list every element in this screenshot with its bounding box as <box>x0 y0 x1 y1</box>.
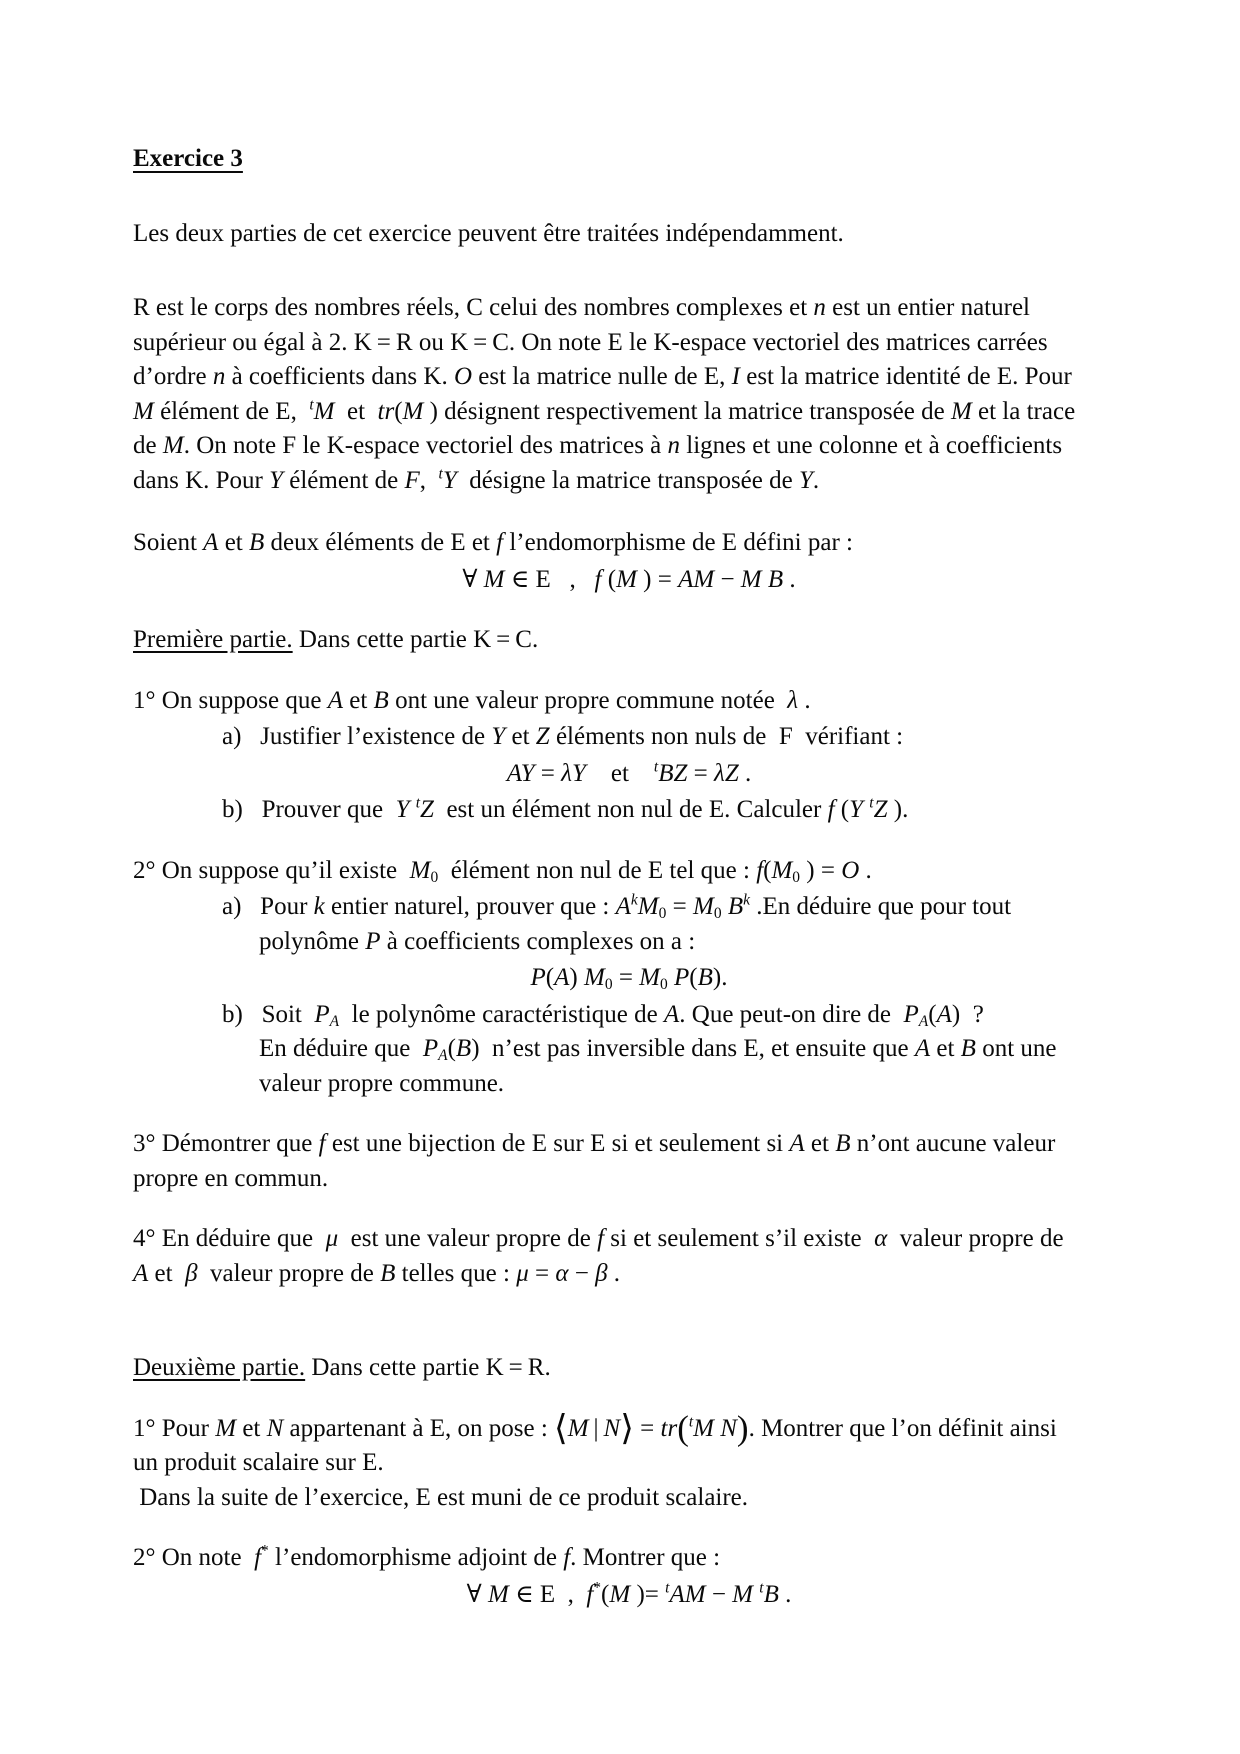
text-line: supérieur ou égal à 2. K = R ou K = C. On note E le K-espace vectoriel des matrices carrées <box>133 328 1048 356</box>
exercise-title <box>133 142 1125 177</box>
text-line: polynôme P à coefficients complexes on a : <box>259 927 696 955</box>
text-line: ∀ M ∈ E , f*(M )= $^t$AM − M $^t$B . <box>466 1579 792 1608</box>
paragraph <box>133 217 1125 252</box>
text-line: b) Soit PA le polynôme caractéristique de A. Que peut-on dire de PA(A) ? <box>222 1000 984 1030</box>
question <box>133 1408 1125 1516</box>
text-line: d’ordre n à coefficients dans K. O est la matrice nulle de E, I est la matrice identité de E. Pour <box>133 363 1072 390</box>
text-line: 2° On note f* l’endomorphisme adjoint de f. Montrer que : <box>133 1542 721 1571</box>
text-line: En déduire que PA(B) n’est pas inversible dans E, et ensuite que A et B ont une <box>259 1035 1057 1064</box>
text-line: valeur propre commune. <box>259 1069 505 1097</box>
question <box>133 1222 1125 1291</box>
text-line: R est le corps des nombres réels, C celui des nombres complexes et n est un entier naturel <box>133 294 1030 321</box>
formula <box>133 757 1125 792</box>
paragraph <box>133 291 1125 498</box>
question <box>133 854 1125 889</box>
text-line: Les deux parties de cet exercice peuvent être traitées indépendamment. <box>133 219 844 247</box>
text-line: un produit scalaire sur E. <box>133 1449 384 1476</box>
question <box>133 684 1125 719</box>
text-line: de M. On note F le K-espace vectoriel des matrices à n lignes et une colonne et à coefficients <box>133 432 1063 459</box>
text-line: a) Pour k entier naturel, prouver que : $A^kM0 = M0$ $B^k$ .En déduire que pour tout <box>222 891 1012 922</box>
text-line: Deuxième partie. Dans cette partie K = R. <box>133 1354 551 1381</box>
formula <box>133 563 1125 598</box>
sub-question <box>133 720 1125 755</box>
text-line: 1° On suppose que A et B ont une valeur propre commune notée λ . <box>133 686 811 714</box>
text-line: dans K. Pour Y élément de F, $^t$Y désigne la matrice transposée de Y. <box>133 465 820 494</box>
formula <box>133 961 1125 996</box>
text-line: Dans la suite de l’exercice, E est muni de ce produit scalaire. <box>133 1483 749 1511</box>
text-line: AY = λY et $^t$BZ = λZ . <box>506 758 752 787</box>
text-line: 4° En déduire que μ est une valeur propre de f si et seulement s’il existe α valeur propre de <box>133 1225 1064 1252</box>
sub-question <box>133 998 1125 1102</box>
sub-question <box>133 890 1125 959</box>
paragraph <box>133 526 1125 561</box>
question <box>133 1541 1125 1576</box>
text-line: a) Justifier l’existence de Y et Z éléments non nuls de F vérifiant : <box>222 723 904 750</box>
question <box>133 1127 1125 1196</box>
text-line: 2° On suppose qu’il existe M0 élément non nul de E tel que : f(M0 ) = O . <box>133 856 872 886</box>
text-line: P(A) M0 = M0 P(B). <box>530 964 728 993</box>
document-content <box>133 142 1125 1612</box>
section-heading <box>133 1351 1125 1386</box>
text-line: M élément de E, $^t$M et tr(M ) désignent respectivement la matrice transposée de M et la trace <box>133 396 1076 425</box>
sub-question <box>133 793 1125 828</box>
text-line: 3° Démontrer que f est une bijection de E sur E si et seulement si A et B n’ont aucune valeur <box>133 1130 1056 1157</box>
text-line: A et β valeur propre de B telles que : μ = α − β . <box>133 1259 621 1287</box>
text-line: propre en commun. <box>133 1164 329 1192</box>
text-line: Exercice 3 <box>133 145 243 172</box>
text-line: Première partie. Dans cette partie K = C. <box>133 626 539 653</box>
text-line: 1° Pour M et N appartenant à E, on pose : ⟨M | N⟩ = tr($^t$M N). Montrer que l’on définit ainsi <box>133 1408 1057 1447</box>
text-line: ∀ M ∈ E , f (M ) = AM − M B . <box>462 565 796 593</box>
text-line: Soient A et B deux éléments de E et f l’endomorphisme de E défini par : <box>133 529 853 556</box>
text-line: b) Prouver que Y $^t$Z est un élément non nul de E. Calculer f (Y $^t$Z ). <box>222 794 909 823</box>
formula <box>133 1578 1125 1613</box>
section-heading <box>133 623 1125 658</box>
